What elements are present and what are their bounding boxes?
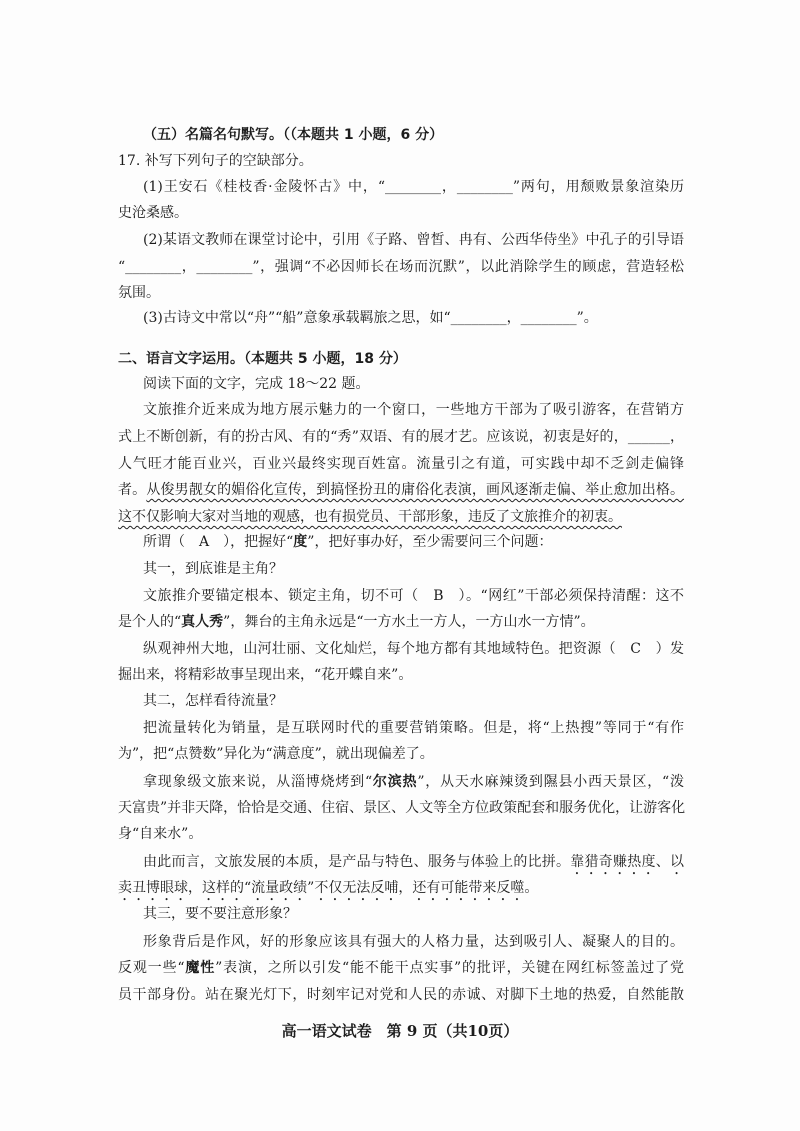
- passage-p2-text: ”，把好事办好，至少需要问三个问题：: [307, 534, 553, 550]
- passage-p8-line2: [118, 958, 684, 978]
- dotted-emphasis-text: 靠猎奇赚热度、以: [570, 854, 684, 870]
- passage-p3-text: ”，舞台的主角永远是“一方水土一方人，一方山水一方情”。: [223, 614, 595, 630]
- question-one-heading: 其一，到底谁是主角？: [143, 561, 283, 577]
- passage-p6-line2: 天富贵”并非天降，恰恰是交通、住宿、景区、人文等全方位政策配套和服务优化，让游客化: [118, 800, 686, 816]
- passage-p4-line2: 掘出来，将精彩故事呈现出来，“花开蝶自来”。: [118, 667, 413, 683]
- passage-p1-line5: [118, 507, 684, 527]
- passage-p5-line1: 把流量转化为销量，是互联网时代的重要营销策略。但是，将“上热搜”等同于“有作: [143, 720, 684, 736]
- passage-p3-line2: [118, 612, 684, 632]
- wavy-underlined-text: 这不仅影响大家对当地的观感，也有损党员、干部形象，违反了文旅推介的初衷。: [118, 509, 622, 525]
- passage-p8-text: 反观一些“: [118, 960, 185, 976]
- reading-instruction: 阅读下面的文字，完成 18～22 题。: [143, 376, 370, 392]
- wavy-underlined-text: 从俊男靓女的媚俗化宣传，到搞怪扮丑的庸俗化表演，画风逐渐走偏、举止愈加出格。: [146, 482, 685, 498]
- passage-p6-line1: [143, 772, 684, 792]
- passage-p5-line2: 为”，把“点赞数”异化为“满意度”，就出现偏差了。: [118, 746, 434, 762]
- passage-p8-line3: 员干部身份。站在聚光灯下，时刻牢记对党和人民的赤诚、对脚下土地的热爱，自然能散: [118, 987, 684, 1003]
- q17-item2-line2: “________，________”，强调“不必因师长在场而沉默”，以此消除学生的顾虑，营造轻松: [118, 259, 684, 275]
- dotted-emphasis-text: 卖丑博眼球，这样的“流量政绩”不仅无法反哺，还有可能带来反噬。: [118, 880, 539, 896]
- passage-p1-line4-text: 者。: [118, 482, 147, 498]
- passage-p3-line1: 文旅推介要锚定根本、锁定主角，切不可（ B ）。“网红”干部必须保持清醒：这不: [143, 588, 684, 604]
- part-2-heading: 二、语言文字运用。（本题共 5 小题，18 分）: [118, 351, 407, 367]
- passage-p1-line1: 文旅推介近来成为地方展示魅力的一个窗口，一些地方干部为了吸引游客，在营销方: [143, 402, 684, 418]
- emphasis-bold: 度: [293, 534, 308, 550]
- q17-item1-line2: 史沧桑感。: [118, 205, 188, 221]
- question-three-heading: 其三，要不要注意形象？: [143, 906, 297, 922]
- passage-p8-line1: 形象背后是作风，好的形象应该具有强大的人格力量，达到吸引人、凝聚人的目的。: [143, 934, 684, 950]
- passage-p6-text: 拿现象级文旅来说，从淄博烧烤到“: [143, 774, 373, 790]
- passage-p1-line3: 人气旺才能百业兴，百业兴最终实现百姓富。流量引之有道，可实践中却不乏剑走偏锋: [118, 456, 684, 472]
- passage-p1-line4: [118, 480, 684, 500]
- section-5-heading: （五）名篇名句默写。（（本题共 1 小题，6 分）: [143, 127, 444, 143]
- passage-p6-text: ”，从天水麻辣烫到隰县小西天景区，“泼: [417, 774, 684, 790]
- emphasis-bold: 真人秀: [181, 614, 224, 630]
- q17-item2-line3: 氛围。: [118, 285, 160, 301]
- q17-item3-line1: (3)古诗文中常以“舟”“船”意象承载羁旅之思，如“________，________”。: [143, 310, 598, 326]
- q17-item1-line1: (1)王安石《桂枝香·金陵怀古》中，“________，________”两句，用颓败景象渲染历: [143, 179, 684, 195]
- passage-p1-line2: 式上不断创新，有的扮古风、有的“秀”双语、有的展才艺。应该说，初衷是好的，______，: [118, 429, 684, 445]
- passage-p6-line3: 身“自来水”。: [118, 826, 203, 842]
- passage-p2-line1: [143, 532, 684, 552]
- passage-p7-line2: [118, 878, 684, 898]
- q17-item2-line1: (2)某语文教师在课堂讨论中，引用《子路、曾皙、冉有、公西华侍坐》中孔子的引导语: [143, 232, 684, 248]
- passage-p4-line1: 纵观神州大地，山河壮丽、文化灿烂，每个地方都有其地域特色。把资源（ C ）发: [143, 641, 684, 657]
- emphasis-bold: 魔性: [184, 960, 216, 976]
- passage-p7-line1: [143, 852, 684, 872]
- question-17-stem: 17. 补写下列句子的空缺部分。: [118, 153, 313, 169]
- passage-p3-text: 是个人的“: [118, 614, 182, 630]
- question-two-heading: 其二，怎样看待流量？: [143, 693, 283, 709]
- passage-p7-text: 由此而言，文旅发展的本质，是产品与特色、服务与体验上的比拼。: [143, 854, 571, 870]
- passage-p8-text: ”表演，之所以引发“能不能干点实事”的批评，关键在网红标签盖过了党: [215, 960, 684, 976]
- emphasis-bold: 尔滨热: [372, 774, 418, 790]
- passage-p2-text: 所谓（ A ），把握好“: [143, 534, 294, 550]
- page-footer: 高一语文试卷 第 9 页（共10页）: [281, 1022, 519, 1040]
